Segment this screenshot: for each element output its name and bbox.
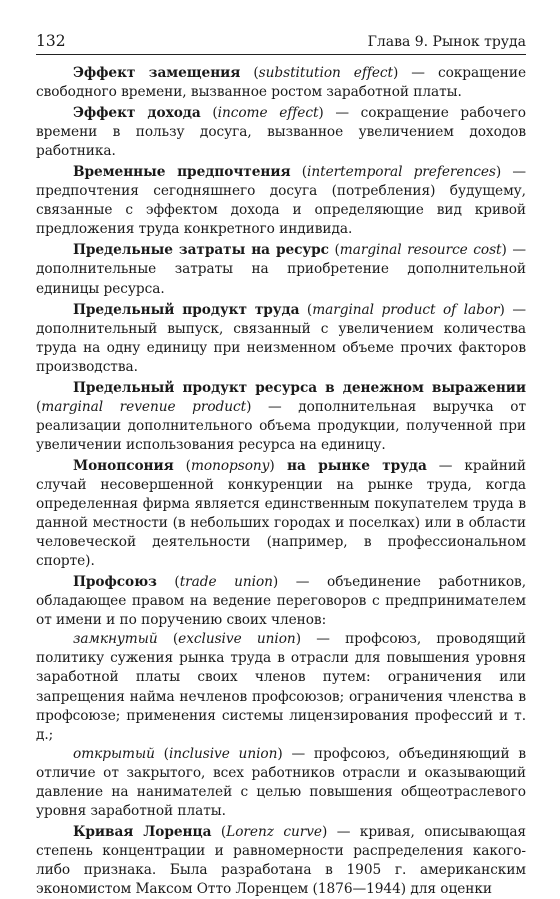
running-header [36,32,526,55]
glossary-subentry: открытый (inclusive union) — профсоюз, объединяющий в отличие от закрытого, всех работников отрасли и оказывающий давление на нанимателей с целью повышения общеотраслевого уровня заработной платы. [36,745,526,819]
subentry-definition: — профсоюз, проводящий политику сужения рынка труда в отрасли для повышения уровня заработной платы своих членов путем: ограничения или запрещения найма нечленов профсоюзов; ограничения членства в профсоюзе; применения системы лицензирования профессий и т. д.; [36,631,526,743]
glossary-body [36,64,526,899]
entry-definition: — кривая, описывающая степень концентрации и равномерности распределения какого-либо признака. Была разработана в 1905 г. американским экономистом Максом Отто Лоренцем (1876—1944) для оценки [36,823,527,897]
entry-english: Lorenz curve [226,823,322,840]
glossary-entry: Кривая Лоренца (Lorenz curve) — кривая, описывающая степень концентрации и равномерности распределения какого-либо признака. Была разработана в 1905 г. американским экономистом Максом Отто Лоренцем (1876—1944) для оценки [36,823,527,897]
glossary-subentry: замкнутый (exclusive union) — профсоюз, проводящий политику сужения рынка труда в отрасли для повышения уровня заработной платы своих членов путем: ограничения или запрещения найма нечленов профсоюзов; ограничения членства в профсоюзе; применения системы лицензирования профессий и т. д.; [36,631,526,743]
entry-term: Предельные затраты на ресурс [73,242,329,259]
entry-english: trade union [179,574,273,591]
entry-english: substitution effect [258,65,393,81]
entry-term: Кривая Лоренца [73,823,212,840]
glossary-entry: Монопсония (monopsony) на рынке труда — крайний случай несовершенной конкуренции на рынке труда, когда определенная фирма является единственным покупателем труда в данной местности (в небольших городах и поселках) или в области человеческой деятельности (например, в профессиональном спорте). [36,457,526,570]
chapter-title: Глава 9. Рынок труда [367,34,526,50]
entry-term: Эффект замещения [73,65,241,81]
entry-definition: — дополнительная выручка от реализации дополнительного объема продукции, полученной при увеличении использования ресурса на единицу. [36,398,526,453]
entry-english: marginal revenue product [41,398,247,415]
entry-term: Предельный продукт труда [73,301,300,318]
subentry-definition: — профсоюз, объединяющий в отличие от закрытого, всех работников отрасли и оказывающий давление на нанимателей с целью повышения общеотраслевого уровня заработной платы. [36,745,526,819]
entry-english: income effect [217,105,319,122]
entry-english: marginal product of labor [312,301,500,318]
subentry-term: открытый [73,745,155,762]
entry-term: Временные предпочтения [73,164,291,181]
entry-english: monopsony [190,457,270,474]
subentry-term: замкнутый [73,631,158,648]
glossary-entry: Временные предпочтения (intertemporal preferences) — предпочтения сегодняшнего досуга (потребления) будущему, связанные с эффектом дохода и определяющие вид кривой предложения труда конкретного индивида. [36,164,527,238]
entry-definition: — сокращение рабочего времени в пользу досуга, вызванное увеличением доходов работника. [36,105,526,160]
subentry-english: exclusive union [178,631,296,648]
glossary-entry: Предельные затраты на ресурс (marginal resource cost) — дополнительные затраты на приобретение дополнительной единицы ресурса. [36,242,526,297]
book-page [36,32,526,899]
glossary-entry: Профсоюз (trade union) — объединение работников, обладающее правом на ведение переговоров с предпринимателем от имени и по поручению своих членов: [36,574,526,629]
entry-term: Эффект дохода [73,105,201,122]
entry-definition: — крайний случай несовершенной конкуренции на рынке труда, когда определенная фирма является единственным покупателем труда в данной местности (в небольших городах и поселках) или в области человеческой деятельности (например, в профессиональном спорте). [36,457,526,570]
entry-definition: — сокращение свободного времени, вызванное ростом заработной платы. [36,65,527,101]
subentry-english: inclusive union [168,745,278,762]
glossary-entry: Предельный продукт труда (marginal product of labor) — дополнительный выпуск, связанный с увеличением количества труда на одну единицу при неизменном объеме прочих факторов производства. [36,301,526,375]
entry-definition: — предпочтения сегодняшнего досуга (потребления) будущему, связанные с эффектом дохода и определяющие вид кривой предложения труда конкретного индивида. [36,164,527,238]
entry-english: intertemporal preferences [307,164,496,181]
glossary-entry: Эффект замещения (substitution effect) — сокращение свободного времени, вызванное ростом заработной платы. [36,65,527,101]
entry-term: Профсоюз [73,574,157,591]
entry-term: Монопсония [73,457,174,474]
glossary-entry: Предельный продукт ресурса в денежном выражении (marginal revenue product) — дополнительная выручка от реализации дополнительного объема продукции, полученной при увеличении использования ресурса на единицу. [36,379,526,453]
glossary-entry: Эффект дохода (income effect) — сокращение рабочего времени в пользу досуга, вызванное увеличением доходов работника. [36,105,526,160]
entry-definition: — дополнительные затраты на приобретение дополнительной единицы ресурса. [36,242,526,297]
entry-term: Предельный продукт ресурса в денежном выражении [73,379,526,396]
entry-term-suffix: на рынке труда [274,457,427,474]
entry-definition: — объединение работников, обладающее правом на ведение переговоров с предпринимателем от имени и по поручению своих членов: [36,574,526,629]
entry-definition: — дополнительный выпуск, связанный с увеличением количества труда на одну единицу при неизменном объеме прочих факторов производства. [36,301,526,375]
page-number: 132 [36,32,66,50]
entry-english: marginal resource cost [339,242,502,259]
